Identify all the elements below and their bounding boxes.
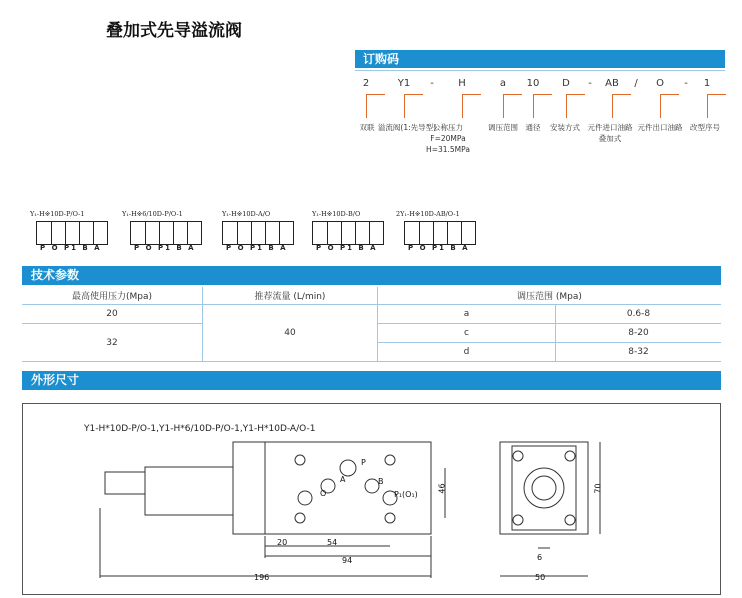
code-token: -	[684, 78, 688, 89]
code-token: D	[562, 78, 570, 89]
dim-70: 70	[593, 483, 603, 494]
valve-symbol	[312, 221, 384, 245]
code-token: -	[588, 78, 592, 89]
symbol-cell	[223, 222, 238, 244]
symbol-ports: P O P1 B A	[316, 244, 378, 252]
port-label-o: O	[320, 489, 327, 498]
symbol-ports: P O P1 B A	[134, 244, 196, 252]
pressure-value: 32	[22, 324, 203, 362]
code-label-dual: 双联	[359, 123, 375, 132]
code-label-relief: 溢流阀(1:先导型)	[377, 123, 437, 132]
dim-6: 6	[537, 553, 543, 562]
symbol-cell	[433, 222, 448, 244]
symbol-cell	[447, 222, 462, 244]
symbol-ports: P O P1 B A	[408, 244, 470, 252]
symbol-cell	[131, 222, 146, 244]
range-code: c	[378, 324, 556, 343]
port-label-p1: P₁(O₁)	[394, 490, 418, 499]
symbol-cell	[405, 222, 420, 244]
symbol-cell	[313, 222, 328, 244]
port-label-p: P	[361, 458, 366, 467]
bracket	[462, 94, 481, 113]
code-label-outlet: 元件出口油路	[637, 123, 683, 132]
valve-symbol	[36, 221, 108, 245]
range-code: d	[378, 343, 556, 362]
page-title: 叠加式先导溢流阀	[106, 21, 242, 41]
range-value: 8-32	[556, 343, 722, 362]
symbol-cell	[327, 222, 342, 244]
end-view	[500, 442, 600, 576]
bracket	[566, 94, 585, 113]
flow-value: 40	[203, 305, 378, 362]
outline-heading: 外形尺寸	[22, 371, 721, 390]
symbol-cell	[51, 222, 66, 244]
valve-symbol	[222, 221, 294, 245]
range-value: 8-20	[556, 324, 722, 343]
symbol-label: Y₁-H※10D-B/O	[312, 210, 361, 218]
symbol-cell	[341, 222, 356, 244]
pressure-value: 20	[22, 305, 203, 324]
adjust-knob	[105, 472, 145, 494]
bracket	[366, 94, 385, 113]
code-label-mount: 安装方式	[550, 123, 580, 132]
dim-50: 50	[535, 573, 546, 582]
symbol-cell	[79, 222, 94, 244]
symbol-label: 2Y₁-H※10D-AB/O-1	[396, 210, 460, 218]
code-token: 10	[526, 78, 540, 89]
side-view	[100, 442, 445, 578]
code-token: AB	[605, 78, 619, 89]
port-p	[340, 460, 356, 476]
symbol-cell	[173, 222, 188, 244]
end-port-inner	[532, 476, 556, 500]
port-label-a: A	[340, 475, 346, 484]
code-token: 2	[362, 78, 370, 89]
dim-54: 54	[327, 538, 338, 547]
range-value: 0.6-8	[556, 305, 722, 324]
code-token: /	[634, 78, 638, 89]
bolt-hole	[295, 455, 305, 465]
symbol-cell	[419, 222, 434, 244]
dim-20: 20	[277, 538, 288, 547]
port-o	[298, 491, 312, 505]
symbol-label: Y₁-H※10D-A/O	[222, 210, 271, 218]
symbol-cell	[159, 222, 174, 244]
symbol-cell	[265, 222, 280, 244]
dim-196: 196	[254, 573, 270, 582]
symbol-cell	[355, 222, 370, 244]
end-bolt	[565, 515, 575, 525]
bolt-hole	[385, 513, 395, 523]
bracket	[503, 94, 522, 113]
symbol-cell	[237, 222, 252, 244]
code-label-range: 调压范围	[488, 123, 518, 132]
table-row	[22, 305, 721, 324]
symbol-ports: P O P1 B A	[226, 244, 288, 252]
col-header-pressure: 最高使用压力(Mpa)	[22, 287, 203, 305]
code-token: 1	[703, 78, 711, 89]
col-header-range: 调压范围 (Mpa)	[378, 287, 722, 305]
bracket	[533, 94, 552, 113]
dim-46: 46	[437, 483, 447, 494]
valve-symbol	[130, 221, 202, 245]
symbol-ports: P O P1 B A	[40, 244, 102, 252]
code-label-inlet: 元件进口油路 叠加式	[587, 123, 633, 143]
code-token: Y1	[397, 78, 411, 89]
code-token: H	[458, 78, 466, 89]
end-bolt	[565, 451, 575, 461]
code-label-bore: 通径	[525, 123, 541, 132]
valve-symbol	[404, 221, 476, 245]
outline-models: Y1-H*10D-P/O-1,Y1-H*6/10D-P/O-1,Y1-H*10D-A/O-1	[84, 424, 316, 434]
port-b	[365, 479, 379, 493]
symbol-label: Y₁-H※6/10D-P/O-1	[122, 210, 183, 218]
tech-heading: 技术参数	[22, 266, 721, 285]
dim-94: 94	[342, 556, 353, 565]
symbol-cell	[37, 222, 52, 244]
col-header-flow: 推荐流量 (L/min)	[203, 287, 378, 305]
bracket	[660, 94, 679, 113]
bracket	[707, 94, 726, 113]
symbol-cell	[65, 222, 80, 244]
port-label-b: B	[378, 477, 384, 486]
bolt-hole	[295, 513, 305, 523]
bracket	[612, 94, 631, 113]
end-bolt	[513, 451, 523, 461]
bolt-hole	[385, 455, 395, 465]
code-label-revision: 改型序号	[690, 123, 720, 132]
end-bolt	[513, 515, 523, 525]
code-token: a	[499, 78, 507, 89]
tech-table	[22, 287, 721, 362]
range-code: a	[378, 305, 556, 324]
symbol-cell	[251, 222, 266, 244]
code-token: O	[656, 78, 664, 89]
table-header-row	[22, 287, 721, 305]
order-code-heading: 订购码	[355, 50, 725, 68]
outline-drawing	[90, 438, 610, 588]
bracket	[404, 94, 423, 113]
valve-body	[233, 442, 431, 534]
code-token: -	[430, 78, 434, 89]
code-label-pressure: 公称压力 F=20MPa H=31.5MPa	[426, 123, 470, 154]
symbol-cell	[145, 222, 160, 244]
end-face	[512, 446, 576, 530]
symbol-label: Y₁-H※10D-P/O-1	[30, 210, 85, 218]
end-port-outer	[524, 468, 564, 508]
order-code-divider	[355, 70, 725, 71]
pilot-body	[145, 467, 233, 515]
